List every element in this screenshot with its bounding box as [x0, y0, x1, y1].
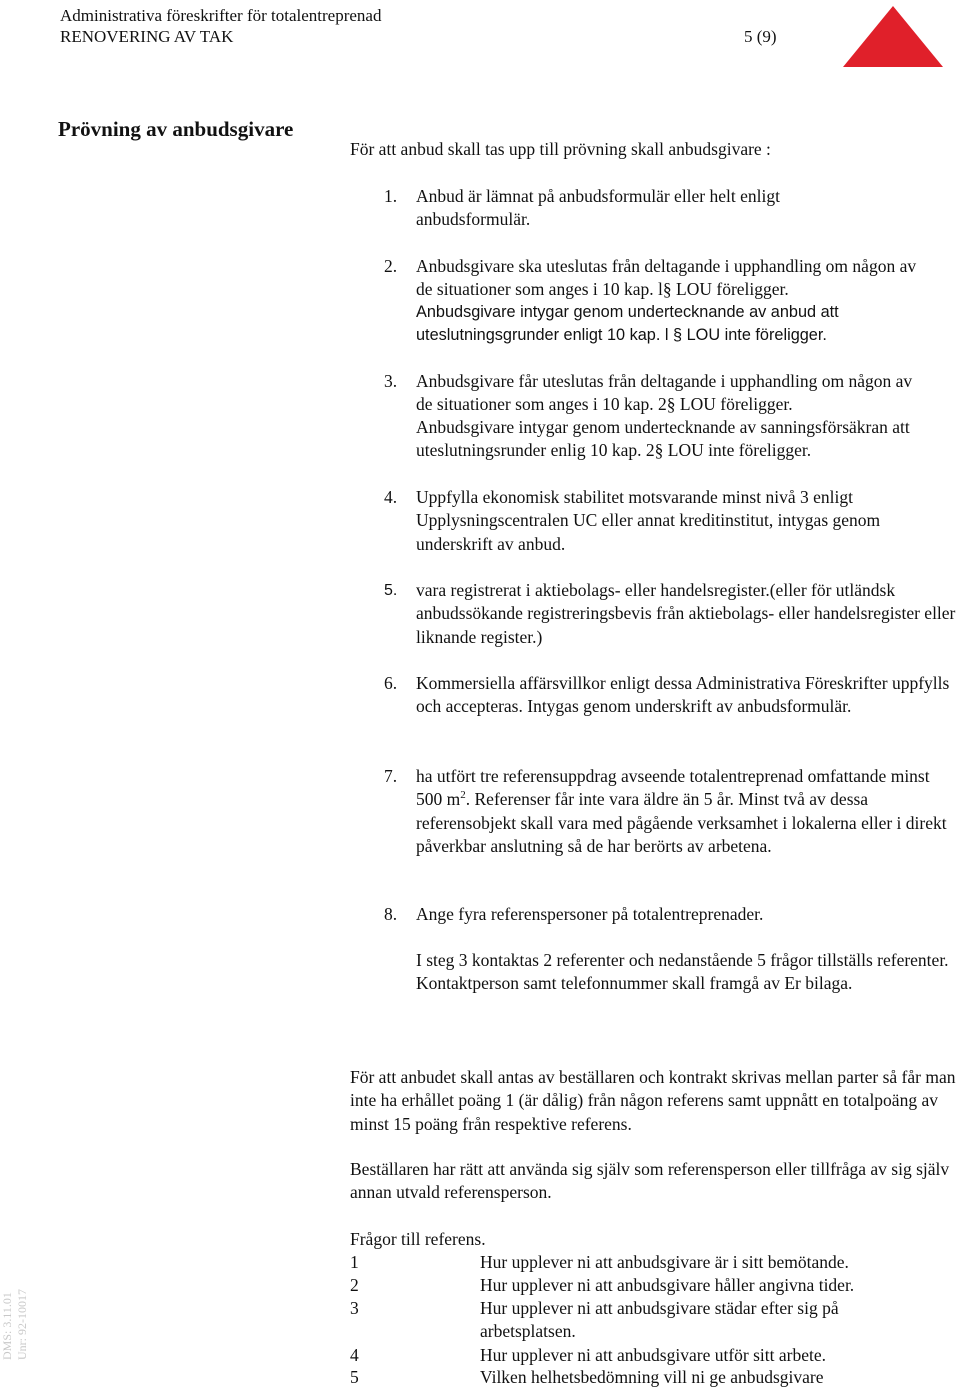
item-text: Anbudsgivare ska uteslutas från deltagande i upphandling om någon av de situationer som anges i 10 kap. l§ LOU föreligger. [416, 256, 917, 300]
item-number: 7. [384, 766, 398, 786]
item-note: I steg 3 kontaktas 2 referenter och nedanstående 5 frågor tillställs referenter. Kontaktperson samt telefonnummer skall framgå av Er bilaga. [416, 950, 949, 994]
item-text: Uppfylla ekonomisk stabilitet motsvarande minst nivå 3 enligt Upplysningscentralen UC eller annat kreditinstitut, intygas genom underskrift av anbud. [416, 487, 881, 554]
item-text: Anbudsgivare får uteslutas från deltagande i upphandling om någon av de situationer som anges i 10 kap. 2§ LOU föreligger. [416, 371, 913, 415]
question-number: 3 [350, 1298, 359, 1318]
question-text: Hur upplever ni att anbudsgivare håller angivna tider. [480, 1275, 855, 1295]
section-intro: För att anbud skall tas upp till prövning skall anbudsgivare : [350, 139, 771, 159]
item-text: vara registrerat i aktiebolags- eller handelsregister.(eller för utländsk anbudssökande registreringsbevis från aktiebolags- eller handelsregister eller liknande register.) [416, 580, 956, 647]
superscript-squared: 2 [460, 789, 466, 802]
self-reference-paragraph: Beställaren har rätt att använda sig själv som referensperson eller tillfråga av sig själv annan utvald referensperson. [350, 1159, 950, 1203]
item-number: 4. [384, 487, 398, 507]
question-number: 1 [350, 1252, 359, 1272]
item-text: Ange fyra referenspersoner på totalentreprenader. [416, 904, 764, 924]
question-number: 5 [350, 1367, 359, 1387]
item-text-declaration: Anbudsgivare intygar genom undertecknande av anbud att uteslutningsgrunder enligt 10 kap. l § LOU inte föreligger. [416, 303, 839, 345]
acceptance-paragraph: För att anbudet skall antas av beställaren och kontrakt skrivas mellan parter så får man inte ha erhållet poäng 1 (är dålig) från någon referens samt uppnått en totalpoäng av minst 15 poäng från respektive referens. [350, 1067, 956, 1134]
item-text-declaration: Anbudsgivare intygar genom undertecknande av sanningsförsäkran att uteslutningsrunder enlig 10 kap. 2§ LOU inte föreligger. [416, 417, 910, 461]
item-text [416, 765, 960, 858]
item-number: 1. [384, 186, 398, 206]
stamp-unr: Unr: 92-10017 [15, 1289, 29, 1360]
item-number: 6. [384, 673, 398, 693]
item-number: 3. [384, 371, 398, 391]
question-number: 4 [350, 1345, 359, 1365]
section-heading: Prövning av anbudsgivare [58, 117, 294, 141]
item-text: Anbud är lämnat på anbudsformulär eller helt enligt anbudsformulär. [416, 186, 780, 230]
stamp-dms: DMS: 3.11.01 [0, 1292, 14, 1360]
page-number: 5 (9) [744, 27, 777, 46]
item-text-part: . Referenser får inte vara äldre än 5 år. Minst två av dessa referensobjekt skall vara med pågående verksamhet i lokalerna eller i direkt påverkbar anslutning så de har berörts av arbetena. [416, 789, 947, 856]
question-number: 2 [350, 1275, 359, 1295]
document-stamp [0, 1289, 30, 1360]
document-subtitle: RENOVERING AV TAK [60, 27, 234, 46]
question-text: Hur upplever ni att anbudsgivare utför sitt arbete. [480, 1345, 827, 1365]
item-text-part: ha utfört tre referensuppdrag avseende totalentreprenad omfattande minst 500 m [416, 766, 930, 810]
questions-heading: Frågor till referens. [350, 1229, 486, 1249]
question-text: Hur upplever ni att anbudsgivare är i sitt bemötande. [480, 1252, 849, 1272]
question-text: Hur upplever ni att anbudsgivare städar efter sig på arbetsplatsen. [480, 1298, 839, 1342]
item-number: 8. [384, 904, 398, 924]
company-logo-triangle [842, 5, 944, 68]
item-number: 2. [384, 256, 398, 276]
item-number: 5. [384, 582, 398, 599]
question-text: Vilken helhetsbedömning vill ni ge anbudsgivare [480, 1367, 824, 1387]
document-title: Administrativa föreskrifter för totalentreprenad [60, 6, 382, 25]
item-text: Kommersiella affärsvillkor enligt dessa Administrativa Föreskrifter uppfylls och accepteras. Intygas genom underskrift av anbudsformulär. [416, 673, 950, 717]
